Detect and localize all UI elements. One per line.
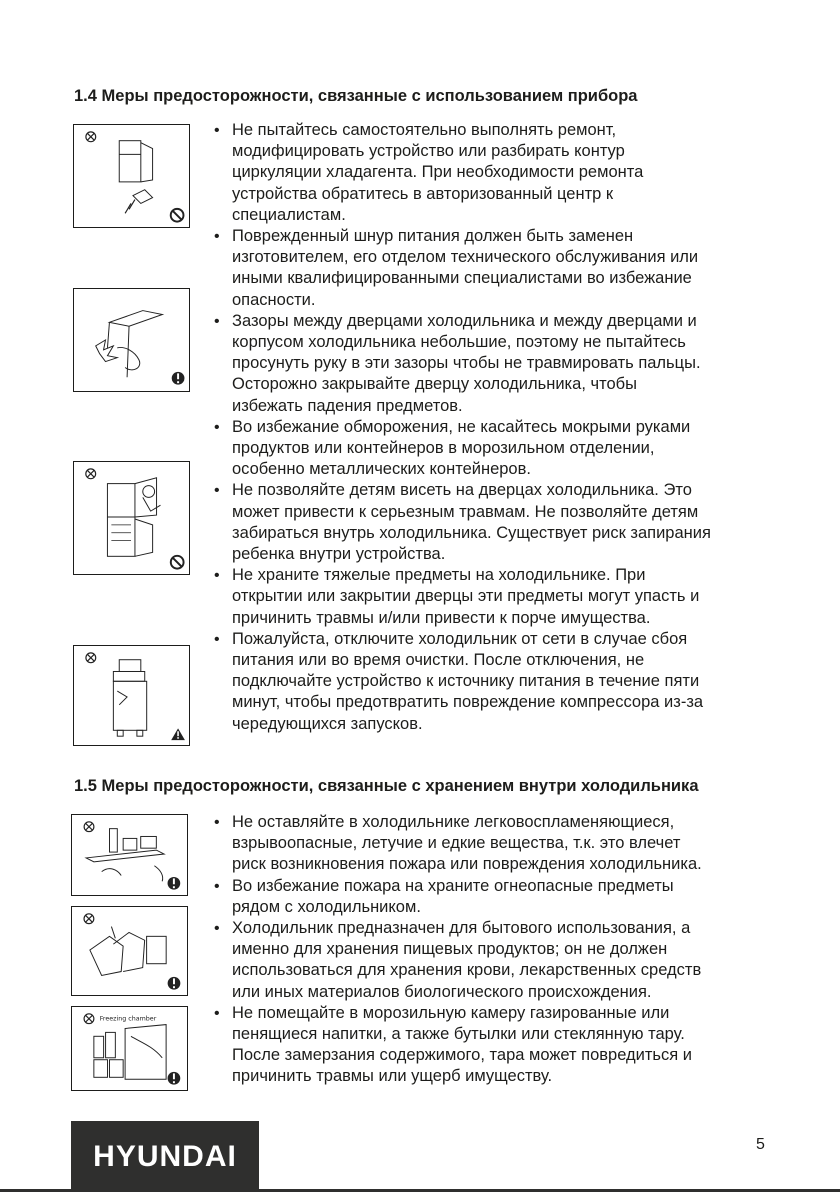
list-item: • Не помещайте в морозильную камеру газированные или пенящиеся напитки, а также бутылки или стеклянную тару. После замерзания содержимого, тара может повредиться и причинить травмы или ущерб имуществу. [214, 1003, 693, 1086]
heavy-objects-illustration-icon [74, 646, 189, 745]
bullet-icon: • [214, 567, 220, 585]
list-item: • Не пытайтесь самостоятельно выполнять ремонт, модифицировать устройство или разбирать контур циркуляции хладагента. При необходимости ремонта устройства обратитесь в авторизованный центр к специалистам. [214, 121, 644, 224]
list-item: • Не позволяйте детям висеть на дверцах холодильника. Это может привести к серьезным травмам. Не позволяйте детям забираться внутрь холодильника. Существует риск запирания ребенка внутри устройства. [214, 481, 711, 564]
list-item: • Пожалуйста, отключите холодильник от сети в случае сбоя питания или во время очистки. После отключения, не подключайте устройство к источнику питания в течение пяти минут, чтобы предотвратить повреждение компрессора из-за чередующихся запусков. [214, 629, 704, 733]
child-door-illustration-icon [74, 462, 189, 574]
bullet-icon: • [214, 814, 220, 831]
list-item: • Холодильник предназначен для бытового использования, а именно для хранения пищевых продуктов; он не должен использоваться для хранения крови, лекарственных средств или иных материалов биологического происхождения. [214, 919, 702, 1001]
medical-storage-illustration-icon [72, 907, 187, 995]
brand-logo [71, 1121, 259, 1192]
list-item: • Не оставляйте в холодильнике легковоспламеняющиеся, взрывоопасные, летучие и едкие вещества, т.к. это влечет риск возникновения пожара или повреждения холодильника. [214, 813, 702, 874]
bullet-icon: • [214, 630, 220, 648]
list-item: • Зазоры между дверцами холодильника и между дверцами и корпусом холодильника небольшие, поэтому не пытайтесь просунуть руку в эти зазоры чтобы не травмировать пальцы. Осторожно закрывайте дверцу холодильника, чтобы избежать падения предметов. [214, 311, 701, 415]
list-item: • Во избежание пожара на храните огнеопасные предметы рядом с холодильником. [214, 876, 674, 916]
list-item: • Во избежание обморожения, не касайтесь мокрыми руками продуктов или контейнеров в морозильном отделении, особенно металлических контейнеров. [214, 417, 691, 479]
bullet-icon: • [214, 920, 220, 938]
bullet-icon: • [214, 877, 220, 895]
bullet-icon: • [214, 418, 220, 436]
bullet-icon: • [214, 312, 220, 330]
section-1-5-list [210, 812, 790, 1088]
freezer-bottles-illustration-icon [72, 1007, 187, 1090]
illustration-heavy-objects [73, 645, 190, 746]
illustration-door-gap [73, 288, 190, 392]
no-repair-illustration-icon [74, 125, 189, 227]
door-gap-illustration-icon [74, 289, 189, 391]
bullet-icon: • [214, 482, 220, 500]
illustration-medical [71, 906, 188, 996]
freezing-chamber-label: Freezing chamber [99, 1015, 157, 1023]
bullet-icon: • [214, 228, 220, 246]
bullet-icon: • [214, 122, 220, 139]
illustration-no-repair [73, 124, 190, 228]
flammables-illustration-icon [72, 815, 187, 895]
section-1-4-list [210, 120, 790, 735]
section-1-4-title: 1.4 Меры предосторожности, связанные с использованием прибора [74, 87, 638, 105]
brand-logo-text: HYUNDAI [93, 1139, 237, 1173]
page-number: 5 [756, 1136, 765, 1153]
illustration-flammables [71, 814, 188, 896]
list-item: • Поврежденный шнур питания должен быть заменен изготовителем, его отделом технического обслуживания или иными квалифицированными специалистами во избежание опасности. [214, 227, 699, 309]
illustration-child-door [73, 461, 190, 575]
list-item: • Не храните тяжелые предметы на холодильнике. При открытии или закрытии дверцы эти предметы могут упасть и причинить травмы и/или привести к порче имущества. [214, 566, 700, 627]
section-1-5-title: 1.5 Меры предосторожности, связанные с хранением внутри холодильника [74, 777, 699, 795]
illustration-freezer-bottles [71, 1006, 188, 1091]
bullet-icon: • [214, 1004, 220, 1022]
